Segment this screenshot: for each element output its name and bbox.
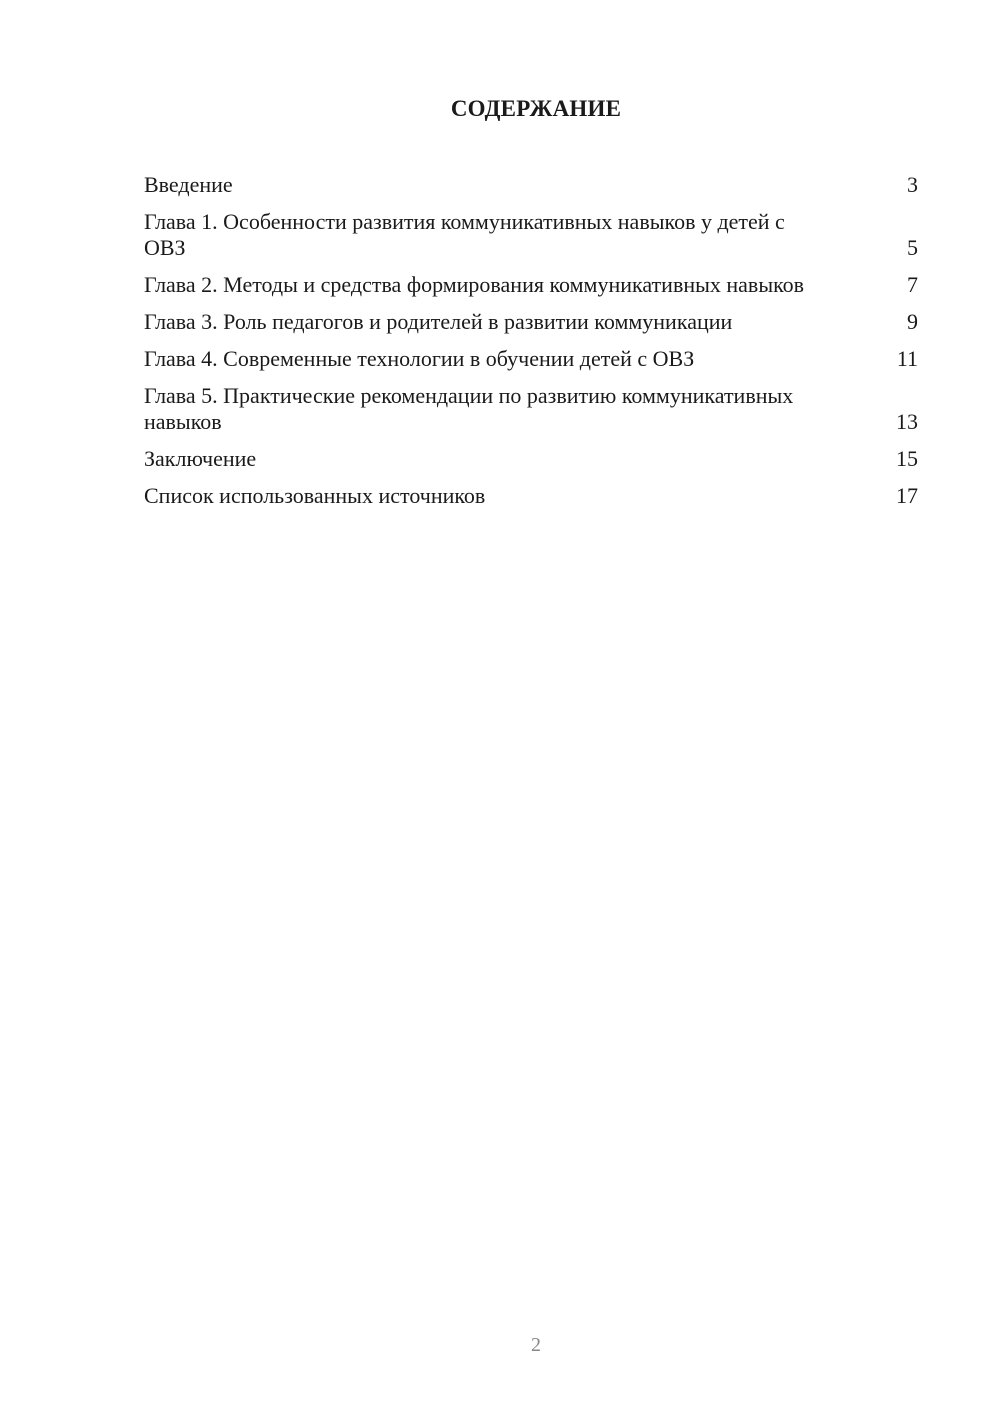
toc-entry-label: Заключение: [144, 446, 257, 471]
toc-entry-label: Глава 3. Роль педагогов и родителей в развитии коммуникации: [144, 309, 733, 334]
toc-entry-chapter-5[interactable]: [144, 383, 918, 435]
page-title: СОДЕРЖАНИЕ: [450, 96, 622, 121]
toc-entry-label: Глава 2. Методы и средства формирования коммуникативных навыков: [144, 272, 805, 297]
toc-entry-page: 15: [896, 446, 918, 471]
toc-entry-chapter-3[interactable]: [144, 309, 918, 335]
toc-entry-page: 13: [896, 409, 918, 434]
toc-entry-chapter-1[interactable]: [144, 209, 918, 261]
toc-entry-chapter-4[interactable]: [144, 346, 918, 372]
toc-entry-page: 5: [907, 235, 918, 260]
toc-entry-page: 11: [896, 346, 918, 371]
table-of-contents: [144, 172, 918, 520]
toc-entry-chapter-2[interactable]: [144, 272, 918, 298]
toc-entry-label: Глава 1. Особенности развития коммуникативных навыков у детей с ОВЗ: [144, 209, 785, 260]
toc-entry-label: Список использованных источников: [144, 483, 486, 508]
toc-entry-introduction[interactable]: [144, 172, 918, 198]
toc-entry-references[interactable]: [144, 483, 918, 509]
toc-entry-page: 7: [907, 272, 918, 297]
toc-entry-label: Введение: [144, 172, 233, 197]
toc-entry-page: 9: [907, 309, 918, 334]
toc-entry-page: 3: [907, 172, 918, 197]
toc-entry-page: 17: [896, 483, 918, 508]
toc-entry-label: Глава 5. Практические рекомендации по развитию коммуникативных навыков: [144, 383, 794, 434]
page-number: 2: [531, 1334, 541, 1356]
toc-entry-label: Глава 4. Современные технологии в обучении детей с ОВЗ: [144, 346, 695, 371]
toc-entry-conclusion[interactable]: [144, 446, 918, 472]
